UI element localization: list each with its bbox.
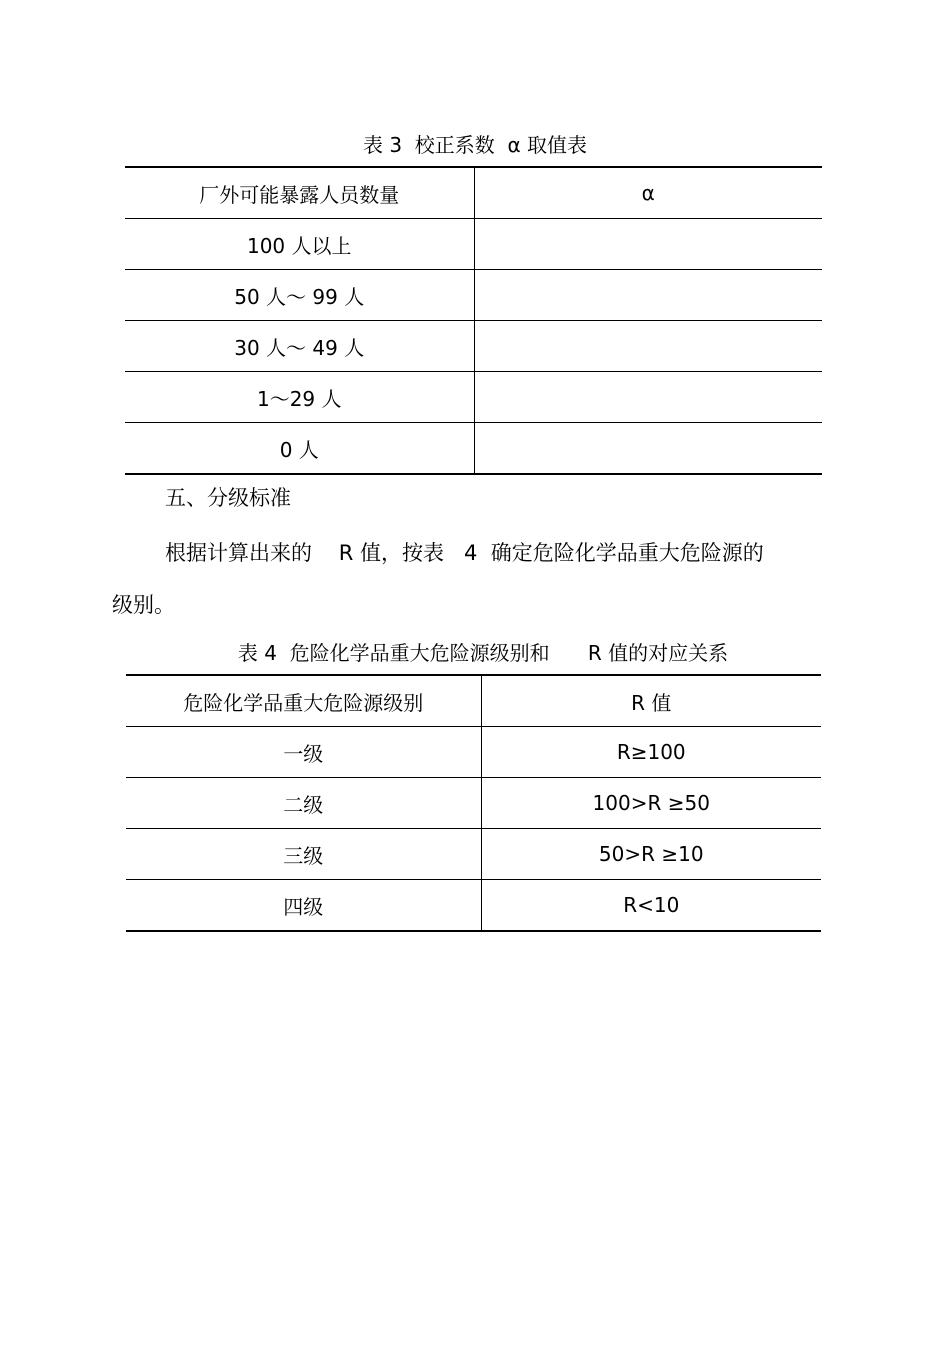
table-cell: 1～29 人	[125, 372, 474, 423]
table-cell: R<10	[481, 880, 821, 932]
header-cell-exposed-people: 厂外可能暴露人员数量	[125, 167, 474, 219]
table-cell: 三级	[126, 829, 481, 880]
table-row	[126, 880, 821, 932]
hazard-level-table	[126, 674, 821, 932]
table-row	[125, 321, 822, 372]
header-cell-r-value: R 值	[481, 675, 821, 727]
table-3-caption: 表 3 校正系数 α 取值表	[362, 133, 588, 157]
table-cell	[474, 423, 822, 475]
table-cell: 100 人以上	[125, 219, 474, 270]
table-row	[125, 372, 822, 423]
correction-coefficient-table	[125, 166, 822, 475]
table-cell: R≥100	[481, 727, 821, 778]
table-cell: 二级	[126, 778, 481, 829]
table-cell: 30 人～ 49 人	[125, 321, 474, 372]
table-cell	[474, 219, 822, 270]
table-cell: 0 人	[125, 423, 474, 475]
table-cell: 50>R ≥10	[481, 829, 821, 880]
body-paragraph-line-2: 级别。	[112, 593, 175, 617]
table-cell: 四级	[126, 880, 481, 932]
table-row	[126, 829, 821, 880]
table-row	[126, 778, 821, 829]
table-row	[126, 727, 821, 778]
table-cell: 50 人～ 99 人	[125, 270, 474, 321]
table-header-row	[126, 675, 821, 727]
table-cell	[474, 372, 822, 423]
table-cell: 一级	[126, 727, 481, 778]
table-header-row	[125, 167, 822, 219]
section-heading: 五、分级标准	[165, 486, 291, 510]
header-cell-hazard-level: 危险化学品重大危险源级别	[126, 675, 481, 727]
table-row	[125, 270, 822, 321]
body-paragraph-line-1: 根据计算出来的 R 值，按表 4 确定危险化学品重大危险源的	[165, 541, 764, 565]
table-cell: 100>R ≥50	[481, 778, 821, 829]
table-row	[125, 219, 822, 270]
table-row	[125, 423, 822, 475]
table-cell	[474, 321, 822, 372]
header-cell-alpha: α	[474, 167, 822, 219]
table-4-caption: 表 4 危险化学品重大危险源级别和 R 值的对应关系	[237, 641, 729, 665]
table-cell	[474, 270, 822, 321]
